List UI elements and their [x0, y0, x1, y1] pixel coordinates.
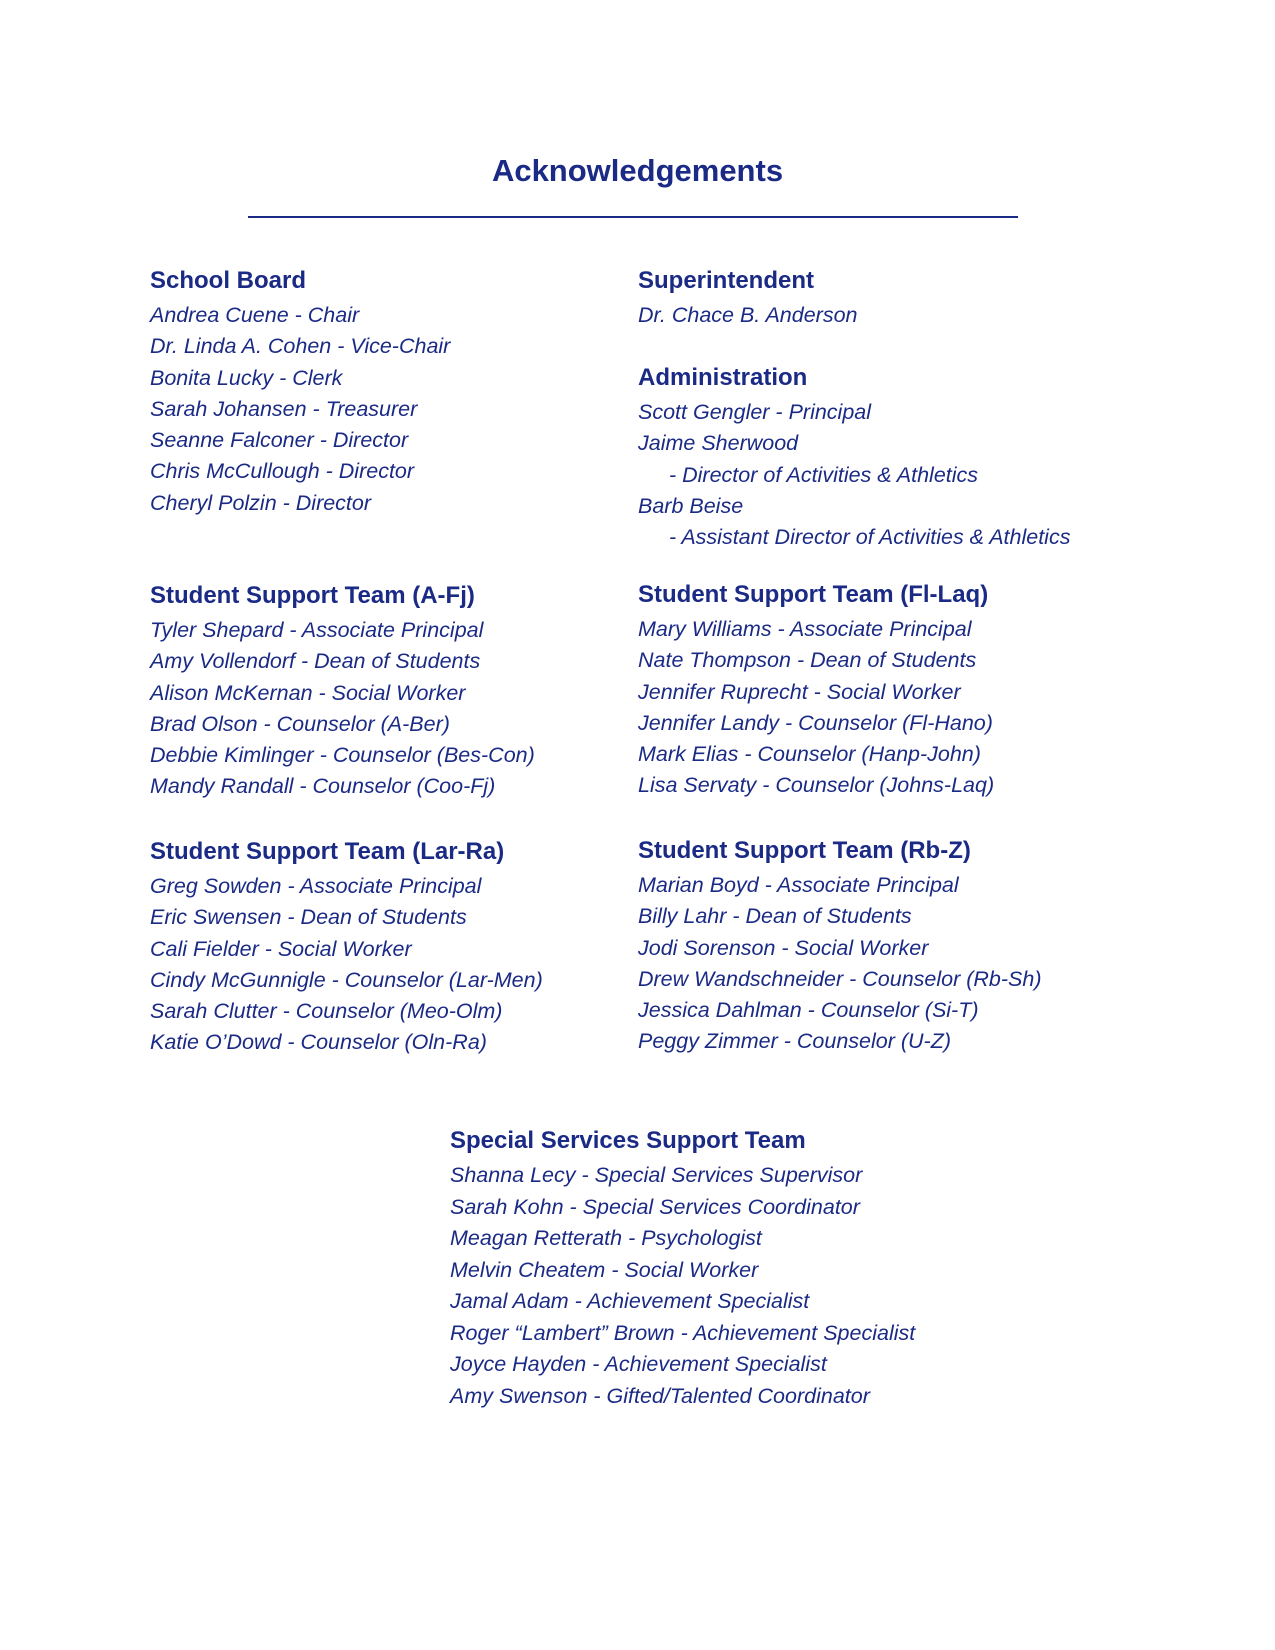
school-board-member: Cheryl Polzin - Director — [150, 490, 372, 515]
team-member: Alison McKernan - Social Worker — [150, 680, 466, 705]
superintendent-section — [638, 266, 857, 331]
administrator-title: - Assistant Director of Activities & Athletics — [669, 525, 1071, 550]
team-member: Drew Wandschneider - Counselor (Rb-Sh) — [638, 966, 1042, 991]
team-member: Meagan Retterath - Psychologist — [450, 1226, 762, 1250]
school-board-member: Sarah Johansen - Treasurer — [150, 396, 418, 421]
team-member: Cali Fielder - Social Worker — [150, 936, 412, 961]
administration-section — [638, 363, 1070, 553]
page-title: Acknowledgements — [491, 153, 784, 188]
team-member: Sarah Clutter - Counselor (Meo-Olm) — [150, 999, 503, 1024]
student-support-team-lar-ra-section — [150, 837, 543, 1059]
section-heading: Student Support Team (Rb-Z) — [638, 837, 971, 864]
team-member: Jamal Adam - Achievement Specialist — [450, 1289, 810, 1313]
section-heading: School Board — [150, 267, 307, 294]
team-member: Lisa Servaty - Counselor (Johns-Laq) — [638, 773, 995, 798]
team-member: Jennifer Landy - Counselor (Fl-Hano) — [638, 710, 993, 735]
team-member: Tyler Shepard - Associate Principal — [150, 618, 484, 642]
administrator: Jaime Sherwood — [638, 431, 799, 456]
team-member: Shanna Lecy - Special Services Supervisor — [450, 1163, 863, 1187]
student-support-team-rb-z-section — [638, 836, 1041, 1058]
administrator-title: - Director of Activities & Athletics — [669, 462, 979, 487]
team-member: Peggy Zimmer - Counselor (U-Z) — [638, 1029, 951, 1054]
school-board-member: Seanne Falconer - Director — [150, 428, 409, 453]
team-member: Amy Vollendorf - Dean of Students — [150, 649, 481, 674]
team-member: Katie O’Dowd - Counselor (Oln-Ra) — [150, 1030, 487, 1055]
team-member: Jennifer Ruprecht - Social Worker — [638, 679, 961, 704]
team-member: Jodi Sorenson - Social Worker — [638, 935, 929, 960]
team-member: Cindy McGunnigle - Counselor (Lar-Men) — [150, 967, 543, 992]
team-member: Debbie Kimlinger - Counselor (Bes-Con) — [150, 743, 535, 768]
section-heading: Student Support Team (Lar-Ra) — [150, 838, 505, 865]
team-member: Eric Swensen - Dean of Students — [150, 905, 467, 930]
team-member: Nate Thompson - Dean of Students — [638, 648, 977, 673]
team-member: Marian Boyd - Associate Principal — [638, 873, 959, 897]
superintendent-name: Dr. Chace B. Anderson — [638, 303, 858, 327]
administrator: Barb Beise — [638, 493, 744, 518]
section-heading: Administration — [638, 364, 808, 391]
school-board-member: Andrea Cuene - Chair — [150, 303, 360, 327]
student-support-team-fl-laq-section — [638, 580, 994, 802]
school-board-member: Chris McCullough - Director — [150, 459, 415, 484]
team-member: Mary Williams - Associate Principal — [638, 617, 972, 641]
team-member: Sarah Kohn - Special Services Coordinator — [450, 1194, 860, 1219]
team-member: Joyce Hayden - Achievement Specialist — [450, 1352, 827, 1376]
school-board-member: Bonita Lucky - Clerk — [150, 365, 343, 390]
team-member: Greg Sowden - Associate Principal — [150, 874, 482, 898]
special-services-support-team-section — [450, 1126, 915, 1412]
school-board-member: Dr. Linda A. Cohen - Vice-Chair — [150, 334, 451, 359]
section-heading: Student Support Team (Fl-Laq) — [638, 581, 989, 608]
team-member: Melvin Cheatem - Social Worker — [450, 1257, 759, 1282]
school-board-section — [150, 266, 450, 519]
student-support-team-a-fj-section — [150, 581, 535, 803]
team-member: Billy Lahr - Dean of Students — [638, 904, 912, 929]
title-divider — [248, 216, 1018, 218]
administrator: Scott Gengler - Principal — [638, 400, 872, 424]
team-member: Roger “Lambert” Brown - Achievement Specialist — [450, 1320, 916, 1345]
section-heading: Special Services Support Team — [450, 1127, 806, 1154]
team-member: Amy Swenson - Gifted/Talented Coordinator — [450, 1383, 870, 1408]
team-member: Mark Elias - Counselor (Hanp-John) — [638, 742, 981, 767]
team-member: Mandy Randall - Counselor (Coo-Fj) — [150, 774, 496, 799]
team-member: Jessica Dahlman - Counselor (Si-T) — [638, 998, 979, 1023]
section-heading: Superintendent — [638, 267, 815, 294]
section-heading: Student Support Team (A-Fj) — [150, 582, 475, 609]
team-member: Brad Olson - Counselor (A-Ber) — [150, 711, 450, 736]
